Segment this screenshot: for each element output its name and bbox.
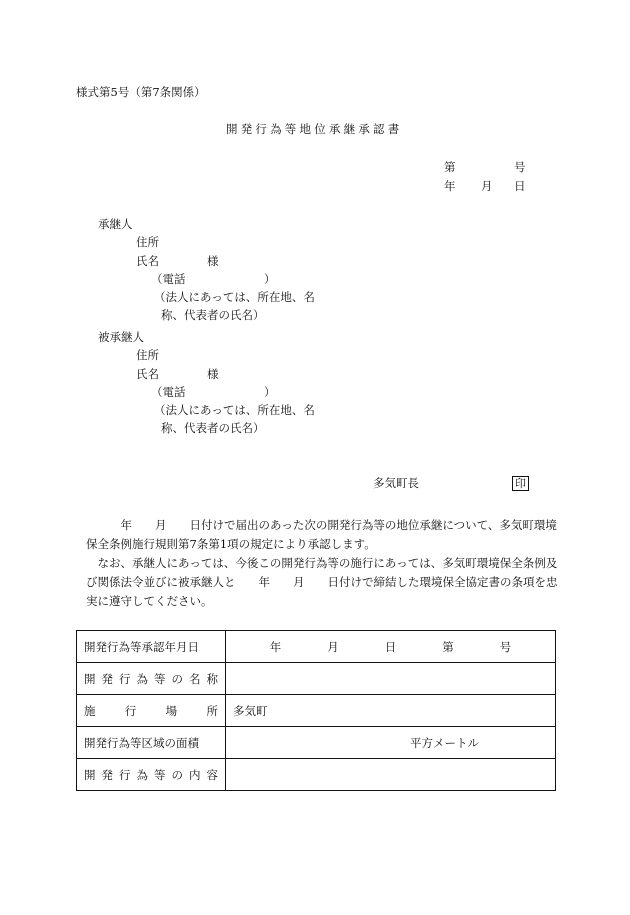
- table-value-cell: [226, 663, 556, 695]
- label-char: 施: [84, 703, 96, 718]
- predecessor-phone-close: ）: [264, 385, 276, 399]
- date-year: 年: [444, 179, 456, 193]
- seal-mark: 印: [512, 476, 529, 491]
- label-char: 為: [136, 767, 148, 782]
- label-char: 開: [84, 671, 96, 686]
- predecessor-address-label: 住所: [136, 348, 159, 362]
- successor-note-line1: （法人にあっては、所在地、名: [154, 290, 315, 304]
- issuer-title: 多気町長: [373, 476, 419, 490]
- label-char: 等: [154, 767, 166, 782]
- table-row: [77, 759, 556, 791]
- table-label-cell: [77, 631, 226, 663]
- row-label-content: [84, 767, 218, 783]
- label-char: 名: [189, 671, 201, 686]
- doc-number-prefix: 第: [444, 160, 456, 174]
- predecessor-honorific: 様: [207, 367, 219, 381]
- table-value-cell: [226, 631, 556, 663]
- table-value-cell: 平方メートル: [226, 727, 556, 759]
- label-char: 場: [165, 703, 178, 718]
- label-char: 発: [101, 671, 113, 686]
- label-char: 等: [154, 671, 166, 686]
- approval-month: 月: [327, 639, 339, 654]
- info-table: [76, 630, 556, 791]
- successor-name-label: 氏名: [136, 254, 159, 268]
- table-row: [77, 663, 556, 695]
- approval-number-suffix: 号: [499, 639, 512, 654]
- label-char: 開: [84, 767, 96, 782]
- row-label-approval-date: 開発行為等承認年月日: [84, 639, 199, 654]
- approval-year: 年: [269, 639, 282, 654]
- body-paragraph-2: なお、承継人にあっては、今後この開発行為等の施行にあっては、多気町環境保全条例及び関係法令並びに被承継人と 年 月 日付けで締結した環境保全協定書の条項を忠実に遵守してください。: [86, 556, 558, 608]
- successor-phone-close: ）: [264, 272, 276, 286]
- document-title: 開発行為等地位承継承認書: [226, 122, 403, 136]
- table-row: [77, 631, 556, 663]
- table-row: [77, 727, 556, 759]
- label-char: 所: [206, 703, 218, 718]
- approval-number-prefix: 第: [442, 639, 454, 654]
- row-label-location: [84, 703, 218, 719]
- label-char: の: [171, 767, 183, 782]
- label-char: 称: [206, 671, 218, 686]
- table-label-cell: [77, 663, 226, 695]
- table-value-cell: [226, 759, 556, 791]
- label-char: 行: [119, 671, 131, 686]
- label-char: 発: [101, 767, 113, 782]
- label-char: 容: [206, 767, 218, 782]
- label-char: 為: [136, 671, 148, 686]
- table-value-cell: 多気町: [226, 695, 556, 727]
- label-char: 行: [124, 703, 137, 718]
- row-label-name: [84, 671, 218, 687]
- table-label-cell: [77, 695, 226, 727]
- table-row: [77, 695, 556, 727]
- label-char: の: [171, 671, 183, 686]
- approval-day: 日: [384, 639, 397, 654]
- date-month: 月: [481, 179, 493, 193]
- successor-address-label: 住所: [136, 235, 159, 249]
- successor-phone-open: （電話: [151, 272, 186, 286]
- predecessor-note-line1: （法人にあっては、所在地、名: [154, 403, 315, 417]
- doc-number-suffix: 号: [514, 160, 526, 174]
- successor-heading: 承継人: [98, 217, 133, 231]
- table-label-cell: [77, 759, 226, 791]
- predecessor-name-label: 氏名: [136, 367, 159, 381]
- approval-date-parts: [233, 639, 548, 655]
- successor-honorific: 様: [207, 254, 219, 268]
- row-label-area: 開発行為等区域の面積: [84, 735, 199, 750]
- body-paragraph-1: 年 月 日付けで届出のあった次の開発行為等の地位承継について、多気町環境保全条例施行規則第7条第1項の規定により承認します。: [86, 518, 557, 551]
- successor-note-line2: 称、代表者の氏名）: [161, 308, 265, 322]
- predecessor-phone-open: （電話: [151, 385, 186, 399]
- predecessor-heading: 被承継人: [98, 330, 144, 344]
- label-char: 行: [119, 767, 131, 782]
- form-number: 様式第5号（第7条関係）: [76, 85, 206, 99]
- table-label-cell: [77, 727, 226, 759]
- predecessor-note-line2: 称、代表者の氏名）: [161, 421, 265, 435]
- date-day: 日: [514, 179, 526, 193]
- body-text: [86, 516, 566, 611]
- label-char: 内: [189, 767, 201, 782]
